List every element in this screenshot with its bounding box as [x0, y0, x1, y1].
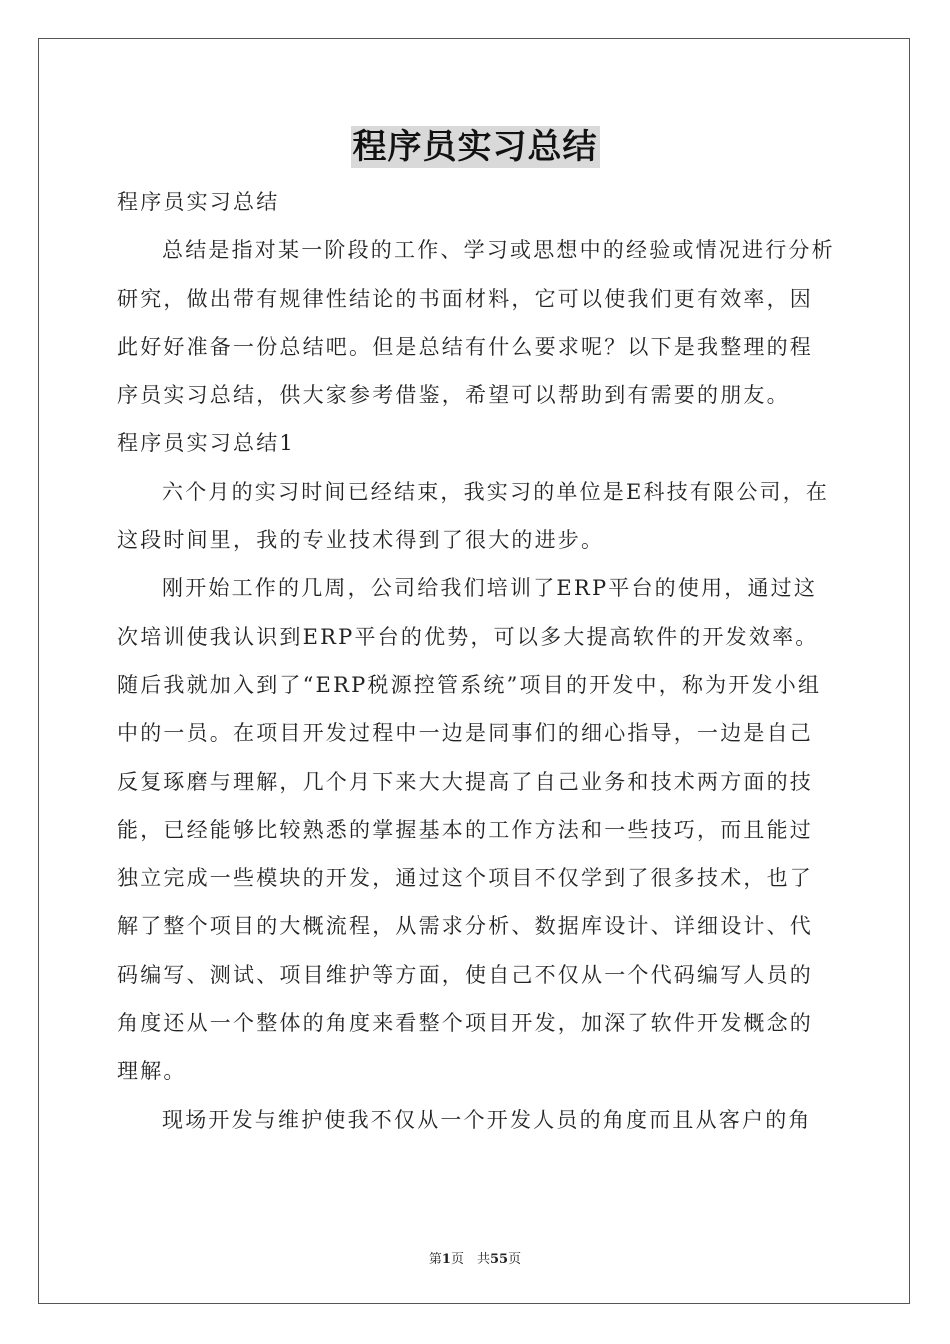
- paragraph: 六个月的实习时间已经结束，我实习的单位是E科技有限公司，在这段时间里，我的专业技术得到了很大的进步。: [117, 479, 830, 553]
- title-container: [0, 126, 950, 168]
- total-pages: 55: [489, 1252, 509, 1267]
- page-footer: [0, 1248, 950, 1267]
- section-heading: 程序员实习总结1: [117, 431, 295, 456]
- document-title: 程序员实习总结: [352, 127, 598, 167]
- document-body: [117, 178, 835, 1144]
- page-number: 1: [441, 1252, 451, 1267]
- intro-paragraph: 总结是指对某一阶段的工作、学习或思想中的经验或情况进行分析研究，做出带有规律性结论的书面材料，它可以使我们更有效率，因此好好准备一份总结吧。但是总结有什么要求呢？以下是我整理的程序员实习总结，供大家参考借鉴，希望可以帮助到有需要的朋友。: [117, 238, 835, 408]
- footer-prefix: 第: [428, 1252, 442, 1267]
- footer-mid: 页 共: [450, 1252, 490, 1267]
- subtitle: 程序员实习总结: [117, 190, 280, 214]
- paragraph: 现场开发与维护使我不仅从一个开发人员的角度而且从客户的角: [162, 1107, 812, 1132]
- paragraph: 刚开始工作的几周，公司给我们培训了ERP平台的使用，通过这次培训使我认识到ERP平台的优势，可以多大提高软件的开发效率。随后我就加入到了“ERP税源控管系统”项目的开发中，称为开发小组中的一员。在项目开发过程中一边是同事们的细心指导，一边是自己反复琢磨与理解，几个月下来大大提高了自己业务和技术两方面的技能，已经能够比较熟悉的掌握基本的工作方法和一些技巧，而且能过独立完成一些模块的开发，通过这个项目不仅学到了很多技术，也了解了整个项目的大概流程，从需求分析、数据库设计、详细设计、代码编写、测试、项目维护等方面，使自己不仅从一个代码编写人员的角度还从一个整体的角度来看整个项目开发，加深了软件开发概念的理解。: [117, 576, 822, 1084]
- footer-suffix: 页: [508, 1252, 522, 1267]
